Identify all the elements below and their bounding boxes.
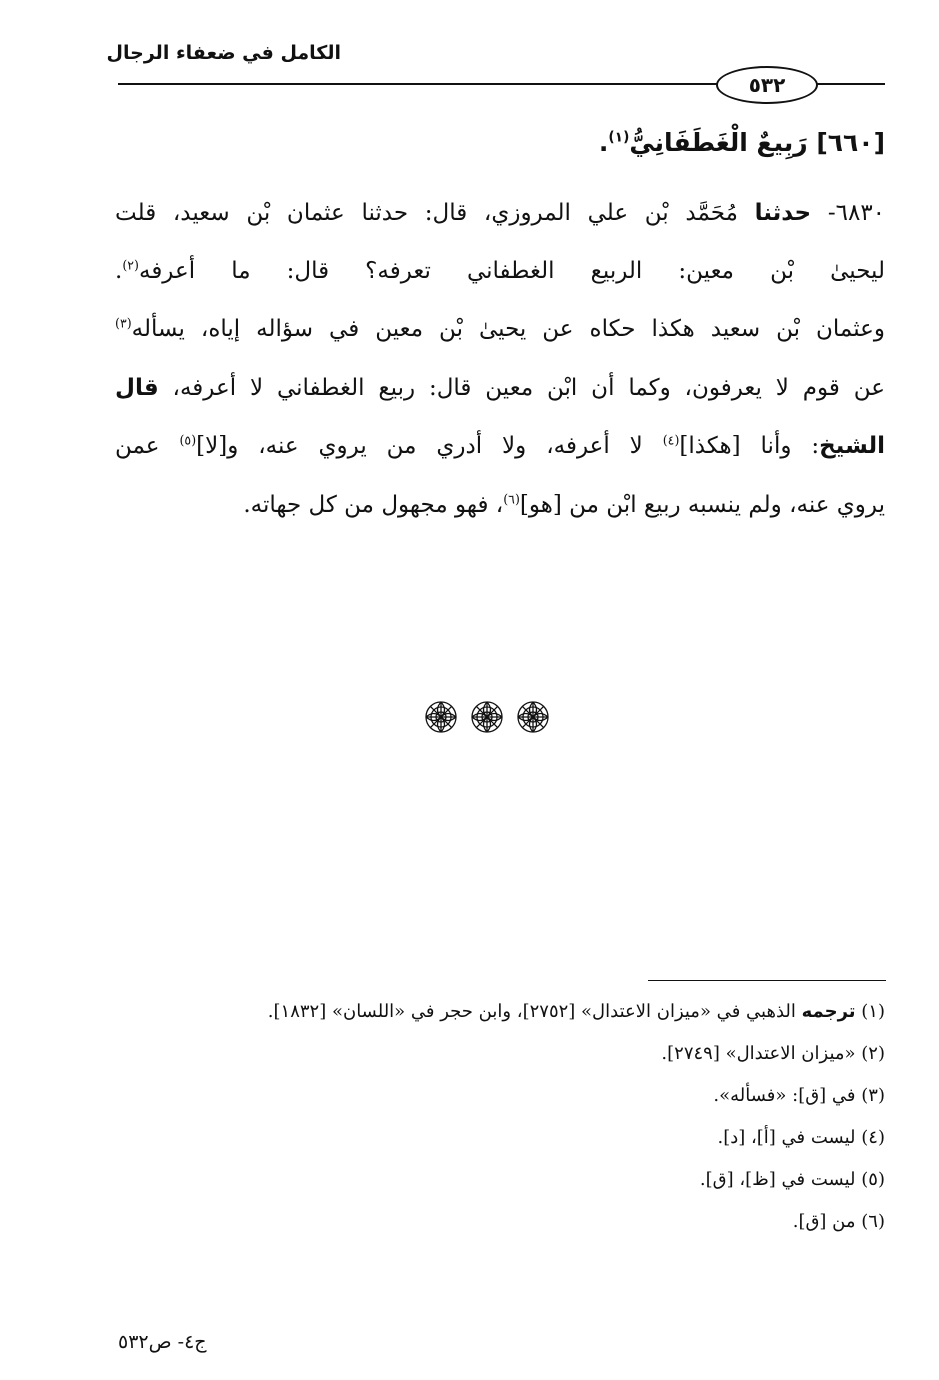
entry-number: [٦٦٠] (816, 128, 885, 157)
footnote-ref: (٤) (662, 432, 680, 448)
footnote-text: ليست في [ظ]، [ق]. (699, 1169, 856, 1190)
footnote-marker: (٥) (861, 1169, 885, 1190)
text-line (115, 375, 885, 401)
page-number: ٥٣٢ (716, 66, 818, 104)
footnote-separator (648, 980, 886, 981)
line-end-mark: . (115, 258, 123, 284)
text-line (115, 258, 885, 284)
footnote (185, 1211, 885, 1232)
footnote (185, 1085, 885, 1106)
footnote-text: في [ق]: «فسأله». (713, 1085, 856, 1106)
line-text: لا أعرفه، ولا أدري من يروي عنه، و[لا] (196, 433, 663, 459)
footnote (185, 1001, 885, 1022)
text-line (115, 316, 885, 342)
text-line (115, 200, 885, 226)
flower-ornament-icon (516, 700, 550, 734)
line-text: ليحيىٰ بْن معين: الربيع الغطفاني تعرفه؟ قال: ما أعرفه (138, 258, 885, 284)
text-line (115, 492, 885, 518)
line-text: عن قوم لا يعرفون، وكما أن ابْن معين قال: ربيع الغطفاني لا أعرفه، (172, 375, 886, 401)
running-header-title: الكامل في ضعفاء الرجال (106, 42, 341, 64)
footnote-ref: (٥) (179, 432, 197, 448)
line-text: يروي عنه، ولم ينسبه ربيع ابْن من [هو] (519, 492, 885, 518)
line-text: : وأنا [هكذا] (679, 433, 820, 459)
flower-ornament-icon (424, 700, 458, 734)
flower-ornament-icon (470, 700, 504, 734)
footnote-text: «ميزان الاعتدال» [٢٧٤٩]. (661, 1043, 856, 1064)
footnote-marker: (٤) (861, 1127, 885, 1148)
line-text: وعثمان بْن سعيد هكذا حكاه عن يحيىٰ بْن معين في سؤاله إياه، يسأله (131, 316, 885, 342)
footnote-ref: (٦) (503, 491, 520, 507)
text-line (115, 433, 885, 459)
footnote-text: من [ق]. (792, 1211, 856, 1232)
footnote-marker: (٣) (861, 1085, 885, 1106)
footnote-ref: (٢) (122, 257, 139, 273)
speaker-label: قال (115, 375, 159, 401)
narration-lead: حدثنا (754, 200, 812, 226)
footnote-ref: (٣) (115, 315, 132, 331)
entry-name: رَبِيعٌ الْغَطَفَانِيُّ (629, 128, 808, 157)
footnote-marker: (٢) (861, 1043, 885, 1064)
entry-end-mark: . (598, 128, 609, 157)
hadith-number: ٦٨٣٠- (827, 200, 886, 226)
footnote-marker: (٦) (861, 1211, 885, 1232)
footnote-text: الذهبي في «ميزان الاعتدال» [٢٧٥٢]، وابن حجر في «اللسان» [١٨٣٢]. (267, 1001, 802, 1022)
footnote (185, 1169, 885, 1190)
footnote (185, 1127, 885, 1148)
line-text: ، فهو مجهول من كل جهاته. (243, 492, 504, 518)
footnote-text: ليست في [أ]، [د]. (717, 1127, 856, 1148)
footnote (185, 1043, 885, 1064)
footnote-marker: (١) (861, 1001, 885, 1022)
line-text: عمن (115, 433, 180, 459)
line-text: مُحَمَّد بْن علي المروزي، قال: حدثنا عثمان بْن سعيد، قلت (115, 200, 738, 226)
section-ornament (424, 700, 550, 736)
speaker-label: الشيخ (819, 433, 885, 459)
entry-heading (585, 128, 885, 157)
footnote-ref: (١) (608, 129, 630, 146)
footnote-lead: ترجمه (801, 1001, 856, 1022)
volume-page-label: ج٤- ص٥٣٢ (118, 1331, 207, 1353)
